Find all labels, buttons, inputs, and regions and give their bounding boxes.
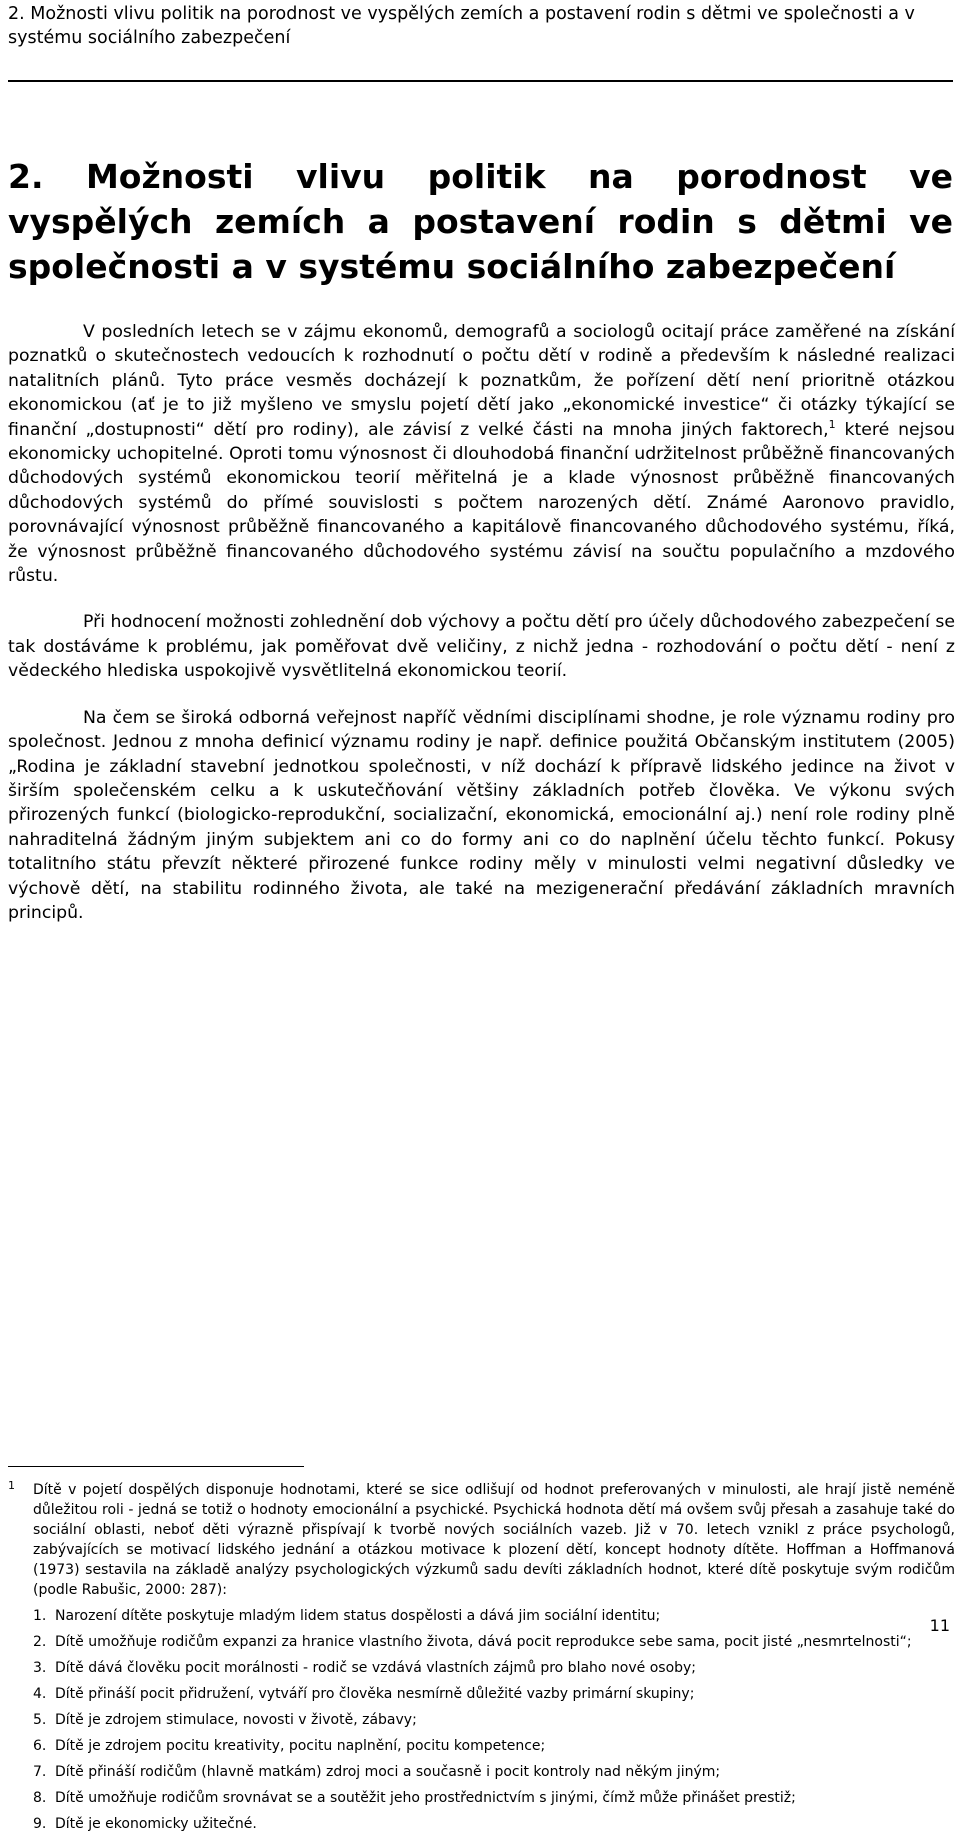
- list-item: 6. Dítě je zdrojem pocitu kreativity, pocitu naplnění, pocitu kompetence;: [33, 1738, 546, 1754]
- footnote-list: [33, 1606, 955, 1834]
- footnote-reference[interactable]: 1: [828, 417, 836, 431]
- paragraph-1: [8, 320, 955, 588]
- paragraph-1-part-a: V posledních letech se v zájmu ekonomů, demografů a sociologů ocitají práce zaměřené na získání poznatků o skutečnostech vedoucích k rozhodnutí o počtu dětí v rodině a především k následné realizaci natalitních plánů. Tyto práce vesměs docházejí k poznatkům, že pořízení dětí není prioritně otázkou ekonomickou (ať je to již myšleno ve smyslu pojetí dětí jako „ekonomické investice“ či otázky týkající se finanční „dostupnosti“ dětí pro rodiny), ale závisí z velké části na mnoha jiných faktorech,: [8, 322, 955, 440]
- header-divider: [8, 80, 953, 82]
- list-item: 3. Dítě dává člověku pocit morálnosti - rodič se vzdává vlastních zájmů pro blaho nové osoby;: [33, 1660, 697, 1676]
- list-item: 4. Dítě přináší pocit přidružení, vytváří pro člověka nesmírně důležité vazby primární skupiny;: [33, 1686, 695, 1702]
- paragraph-3: Na čem se široká odborná veřejnost napříč vědními disciplínami shodne, je role významu rodiny pro společnost. Jednou z mnoha definicí významu rodiny je např. definice použitá Občanským institutem (2005) „Rodina je základní stavební jednotkou společnosti, v níž dochází k přípravě lidského jedince na život v širším společenském celku a k uskutečňování většiny základních potřeb člověka. Ve výkonu svých přirozených funkcí (biologicko-reprodukční, socializační, ekonomická, emocionální aj.) není role rodiny plně nahraditelná žádným jiným subjektem ani co do formy ani co do naplnění účelu těchto funkcí. Pokusy totalitního státu převzít některé přirozené funkce rodiny měly v minulosti velmi negativní důsledky ve výchově dětí, na stabilitu rodinného života, ale také na mezigenerační předávání základních mravních principů.: [8, 707, 955, 923]
- footnote-number: 1: [8, 1479, 15, 1492]
- running-header: 2. Možnosti vlivu politik na porodnost ve vyspělých zemích a postavení rodin s dětmi ve společnosti a v systému sociálního zabezpečení: [8, 4, 915, 48]
- list-item: 8. Dítě umožňuje rodičům srovnávat se a soutěžit jeho prostřednictvím s jinými, čímž může přinášet prestiž;: [33, 1790, 796, 1806]
- list-item: 9. Dítě je ekonomicky užitečné.: [33, 1816, 257, 1832]
- list-item: 7. Dítě přináší rodičům (hlavně matkám) zdroj moci a současně i pocit kontroly nad někým jiným;: [33, 1764, 721, 1780]
- footnote-text: Dítě v pojetí dospělých disponuje hodnotami, které se sice odlišují od hodnot preferovaných v minulosti, ale hrají jistě neméně důležitou roli - jedná se totiž o hodnoty emocionální a psychické. Psychická hodnota dětí má ovšem svůj přesah a zasahuje také do sociální oblasti, neboť děti výrazně přispívají k tvorbě nových sociálních vazeb. Již v 70. letech vznikl z práce psychologů, zabývajících se motivací lidského jednání a otázkou motivace k plození dětí, koncept hodnoty dítěte. Hoffman a Hoffmanová (1973) sestavila na základě analýzy psychologických výzkumů sadu devíti základních hodnot, které dítě poskytuje svým rodičům (podle Rabušic, 2000: 287):: [33, 1482, 955, 1598]
- paragraph-2: Při hodnocení možnosti zohlednění dob výchovy a počtu dětí pro účely důchodového zabezpečení se tak dostáváme k problému, jak poměřovat dvě veličiny, z nichž jedna - rozhodování o počtu dětí - není z vědeckého hlediska uspokojivě vysvětlitelná ekonomickou teorií.: [8, 612, 955, 682]
- list-item: 5. Dítě je zdrojem stimulace, novosti v životě, zábavy;: [33, 1712, 417, 1728]
- footnote-divider: [8, 1466, 304, 1467]
- chapter-title: 2. Možnosti vlivu politik na porodnost ve vyspělých zemích a postavení rodin s dětmi ve společnosti a v systému sociálního zabezpečení: [8, 157, 953, 286]
- main-text: [8, 320, 955, 947]
- paragraph-1-part-b: které nejsou ekonomicky uchopitelné. Oproti tomu výnosnost či dlouhodobá finanční udržitelnost průběžně financovaných důchodových systémů ekonomickou teorií měřitelná je a klade výnosnost průběžně financovaných důchodových systémů do přímé souvislosti s počtem narozených dětí. Známé Aaronovo pravidlo, porovnávající výnosnost průběžně financovaného a kapitálově financovaného důchodového systému, říká, že výnosnost průběžně financovaného důchodového systému závisí na součtu populačního a mzdového růstu.: [8, 419, 955, 587]
- list-item: 2. Dítě umožňuje rodičům expanzi za hranice vlastního života, dává pocit reprodukce sebe sama, pocit jisté „nesmrtelnosti“;: [33, 1634, 912, 1650]
- page-number: 11: [929, 1616, 950, 1635]
- footnote: [8, 1480, 955, 1840]
- list-item: 1. Narození dítěte poskytuje mladým lidem status dospělosti a dává jim sociální identitu;: [33, 1608, 661, 1624]
